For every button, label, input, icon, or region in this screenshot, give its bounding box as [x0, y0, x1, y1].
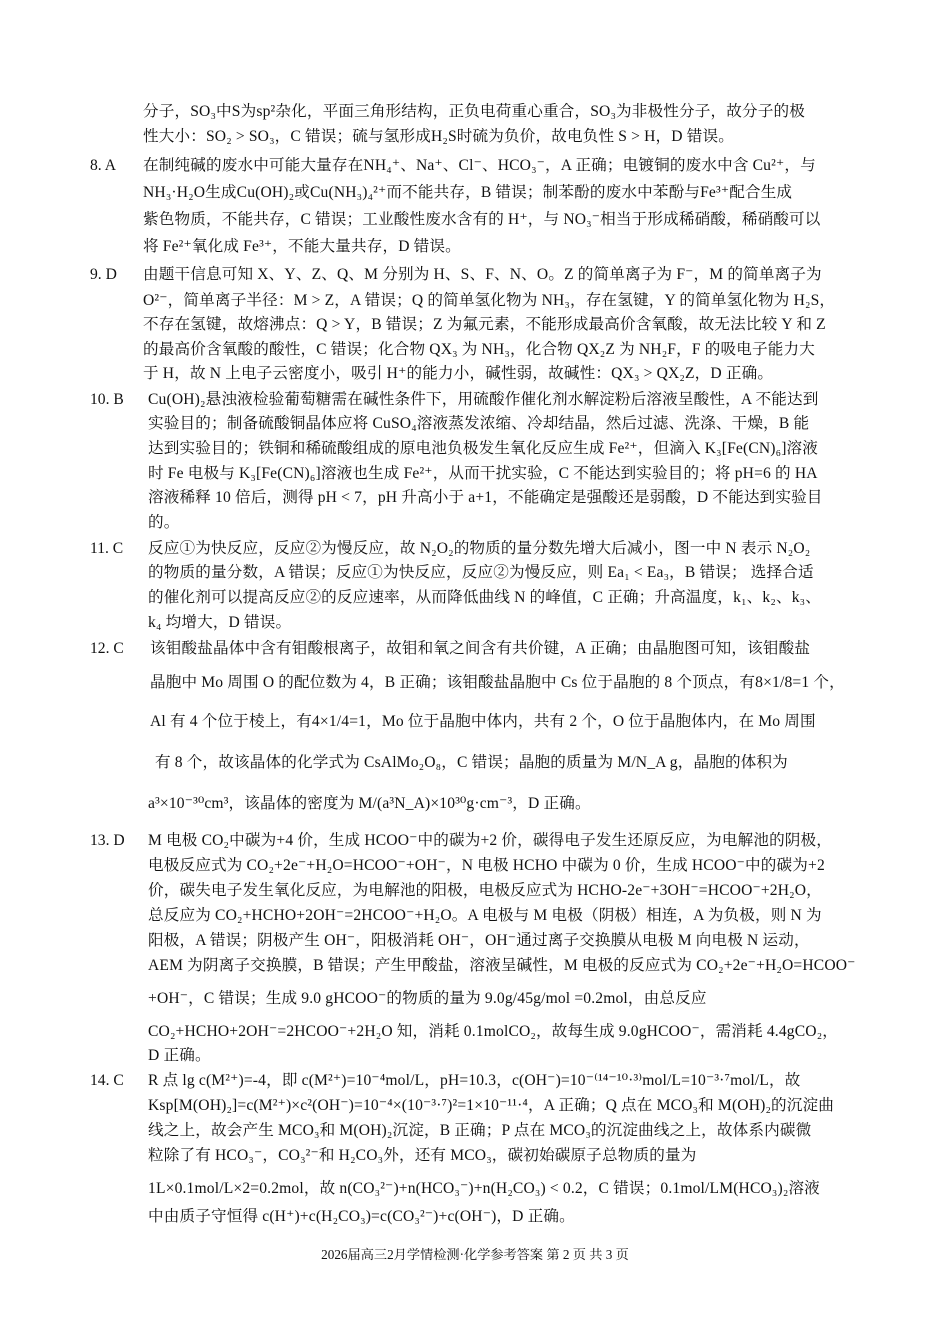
answer-line: 价，碳失电子发生氧化反应，为电解池的阳极，电极反应式为 HCHO-2e⁻+3OH⁻=HCOO⁻+2H₂O， — [148, 882, 822, 899]
question-number: 9. D — [90, 266, 117, 283]
answer-line: 总反应为 CO₂+HCHO+2OH⁻=2HCOO⁻+H₂O。A 电极与 M 电极（阴极）相连，A 为负极，则 N 为 — [148, 907, 822, 924]
answer-line: 实验目的；制备硫酸铜晶体应将 CuSO₄溶液蒸发浓缩、冷却结晶，然后过滤、洗涤、干燥，B 能 — [148, 415, 810, 432]
question-number: 14. C — [90, 1072, 124, 1089]
answer-line: 紫色物质，不能共存，C 错误；工业酸性废水含有的 H⁺，与 NO₃⁻相当于形成稀硝酸，稀硝酸可以 — [143, 211, 821, 228]
answer-line: 由题干信息可知 X、Y、Z、Q、M 分别为 H、S、F、N、O。Z 的简单离子为 F⁻，M 的简单离子为 — [143, 266, 822, 283]
answer-line: D 正确。 — [148, 1047, 211, 1064]
answer-line: CO₂+HCHO+2OH⁻=2HCOO⁻+2H₂O 知，消耗 0.1molCO₂，故每生成 9.0gHCOO⁻，需消耗 4.4gCO₂， — [148, 1023, 839, 1040]
answer-line: 不存在氢键，故熔沸点：Q > Y，B 错误；Z 为氟元素，不能形成最高价含氧酸，故无法比较 Y 和 Z — [143, 316, 826, 333]
answer-line: 该钼酸盐晶体中含有钼酸根离子，故钼和氧之间含有共价键，A 正确；由晶胞图可知，该钼酸盐 — [150, 640, 811, 657]
answer-line: 的。 — [148, 514, 180, 531]
page-footer: 2026届高三2月学情检测·化学参考答案 第 2 页 共 3 页 — [321, 1247, 629, 1262]
answer-line: 性大小：SO₂ > SO₃，C 错误；硫与氢形成H₂S时硫为负价，故电负性 S > H，D 错误。 — [143, 128, 734, 145]
answer-line: Ksp[M(OH)₂]=c(M²⁺)×c²(OH⁻)=10⁻⁴×(10⁻³·⁷)²=1×10⁻¹¹·⁴，A 正确；Q 点在 MCO₃和 M(OH)₂的沉淀曲 — [148, 1097, 835, 1114]
answer-line: 达到实验目的；铁铜和稀硫酸组成的原电池负极发生氧化反应生成 Fe²⁺，但滴入 K₃[Fe(CN)₆]溶液 — [148, 440, 819, 457]
answer-line: 的催化剂可以提高反应②的反应速率，从而降低曲线 N 的峰值，C 正确；升高温度，k₁、k₂、k₃、 — [148, 589, 821, 606]
answer-line: 时 Fe 电极与 K₃[Fe(CN)₆]溶液也生成 Fe²⁺，从而干扰实验，C 不能达到实验目的；将 pH=6 的 HA — [148, 465, 818, 482]
answer-line: 线之上，故会产生 MCO₃和 M(OH)₂沉淀，B 正确；P 点在 MCO₃的沉淀曲线之上，故体系内碳微 — [148, 1122, 812, 1139]
answer-line: 于 H，故 N 上电子云密度小，吸引 H⁺的能力小，碱性弱，故碱性：QX₃ > QX₂Z，D 正确。 — [143, 365, 774, 382]
question-number: 11. C — [90, 540, 124, 557]
answer-line: Cu(OH)₂悬浊液检验葡萄糖需在碱性条件下，用硫酸作催化剂水解淀粉后溶液呈酸性，A 不能达到 — [148, 391, 819, 408]
answer-line: 1L×0.1mol/L×2=0.2mol，故 n(CO₃²⁻)+n(HCO₃⁻)+n(H₂CO₃) < 0.2，C 错误；0.1mol/LM(HCO₃)₂溶液 — [148, 1180, 820, 1197]
answer-line: 分子，SO₃中S为sp²杂化，平面三角形结构，正负电荷重心重合，SO₃为非极性分子，故分子的极 — [143, 103, 805, 120]
answer-line: 在制纯碱的废水中可能大量存在NH₄⁺、Na⁺、Cl⁻、HCO₃⁻，A 正确；电镀铜的废水中含 Cu²⁺，与 — [143, 157, 816, 174]
answer-line: a³×10⁻³⁰cm³，该晶体的密度为 M/(a³N_A)×10³⁰g·cm⁻³，D 正确。 — [148, 795, 591, 812]
answer-line: 的最高价含氧酸的酸性，C 错误；化合物 QX₃ 为 NH₃，化合物 QX₂Z 为 NH₂F，F 的吸电子能力大 — [143, 341, 815, 358]
answer-line: O²⁻，简单离子半径：M > Z，A 错误；Q 的简单氢化物为 NH₃，存在氢键，Y 的简单氢化物为 H₂S， — [143, 292, 836, 309]
answer-line: Al 有 4 个位于棱上，有4×1/4=1，Mo 位于晶胞中体内，共有 2 个，O 位于晶胞体内，在 Mo 周围 — [150, 713, 816, 730]
answer-line: 的物质的量分数，A 错误；反应①为快反应，反应②为慢反应，则 Ea₁ < Ea₃，B 错误； 选择合适 — [148, 564, 814, 581]
answer-line: 反应①为快反应，反应②为慢反应，故 N₂O₂的物质的量分数先增大后减小，图一中 N 表示 N₂O₂ — [148, 540, 811, 557]
answer-line: 溶液稀释 10 倍后，测得 pH < 7，pH 升高小于 a+1，不能确定是强酸还是弱酸，D 不能达到实验目 — [148, 489, 823, 506]
question-number: 8. A — [90, 157, 116, 174]
answer-line: 粒除了有 HCO₃⁻，CO₃²⁻和 H₂CO₃外，还有 MCO₃，碳初始碳原子总物质的量为 — [148, 1147, 697, 1164]
question-number: 12. C — [90, 640, 124, 657]
question-number: 13. D — [90, 832, 125, 849]
answer-line: 阳极，A 错误；阴极产生 OH⁻，阳极消耗 OH⁻，OH⁻通过离子交换膜从电极 M 向电极 N 运动， — [148, 932, 810, 949]
answer-line: 电极反应式为 CO₂+2e⁻+H₂O=HCOO⁻+OH⁻，N 电极 HCHO 中碳为 0 价，生成 HCOO⁻中的碳为+2 — [148, 857, 825, 874]
answer-line: 中由质子守恒得 c(H⁺)+c(H₂CO₃)=c(CO₃²⁻)+c(OH⁻)，D 正确。 — [148, 1208, 575, 1225]
answer-line: 晶胞中 Mo 周围 O 的配位数为 4，B 正确；该钼酸盐晶胞中 Cs 位于晶胞的 8 个顶点，有8×1/8=1 个， — [150, 674, 845, 691]
answer-line: AEM 为阴离子交换膜，B 错误；产生甲酸盐，溶液呈碱性，M 电极的反应式为 CO₂+2e⁻+H₂O=HCOO⁻ — [148, 957, 856, 974]
answer-line: 将 Fe²⁺氧化成 Fe³⁺，不能大量共存，D 错误。 — [143, 238, 461, 255]
answer-line: 有 8 个，故该晶体的化学式为 CsAlMo₂O₈，C 错误；晶胞的质量为 M/N_A g，晶胞的体积为 — [155, 754, 788, 771]
answer-line: k₄ 均增大，D 错误。 — [148, 614, 292, 631]
answer-line: M 电极 CO₂中碳为+4 价，生成 HCOO⁻中的碳为+2 价，碳得电子发生还原反应，为电解池的阴极， — [148, 832, 833, 849]
answer-line: R 点 lg c(M²⁺)=-4，即 c(M²⁺)=10⁻⁴mol/L，pH=10.3，c(OH⁻)=10⁻⁽¹⁴⁻¹⁰·³⁾mol/L=10⁻³·⁷mol/L，故 — [148, 1072, 801, 1089]
question-number: 10. B — [90, 391, 124, 408]
answer-line: +OH⁻，C 错误；生成 9.0 gHCOO⁻的物质的量为 9.0g/45g/mol =0.2mol，由总反应 — [148, 990, 707, 1007]
answer-line: NH₃·H₂O生成Cu(OH)₂或Cu(NH₃)₄²⁺而不能共存，B 错误；制苯酚的废水中苯酚与Fe³⁺配合生成 — [143, 184, 793, 201]
